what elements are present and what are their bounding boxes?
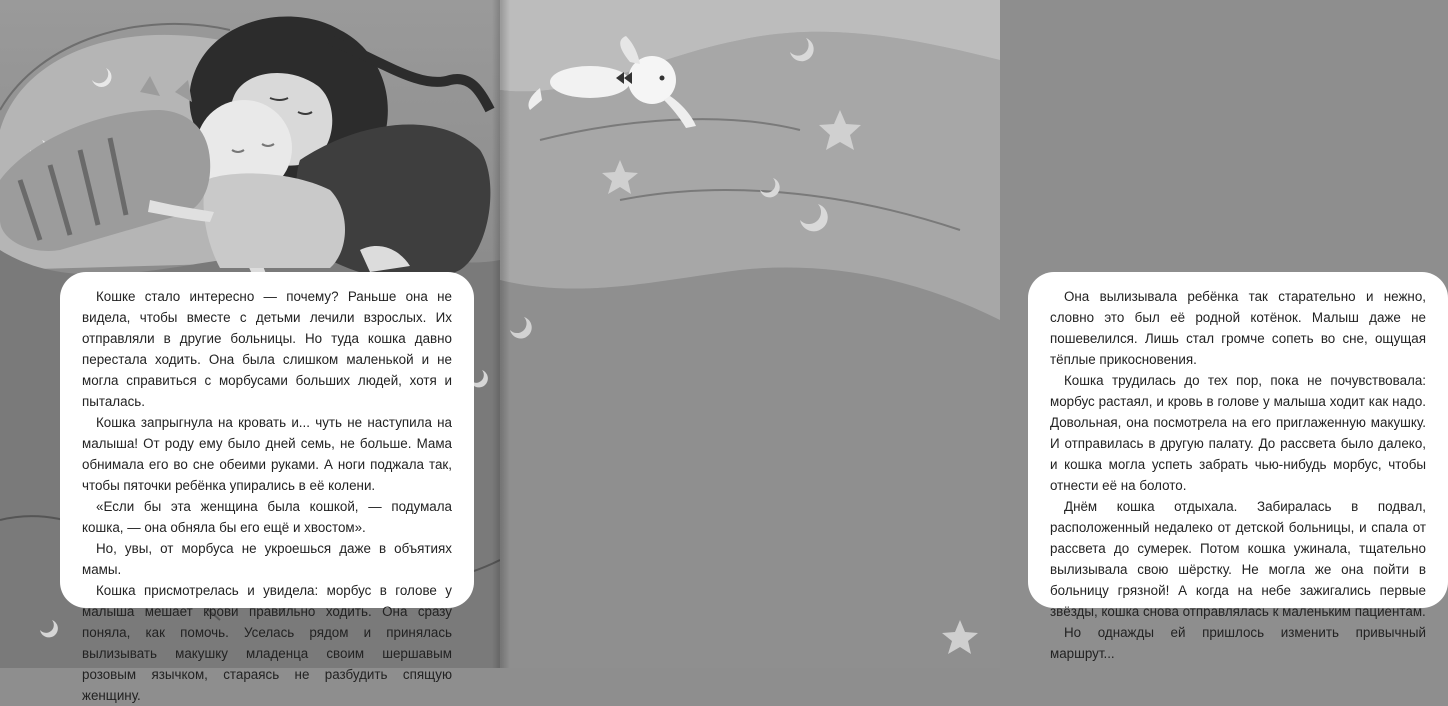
left-text-box — [60, 272, 474, 703]
right-paragraph-3: Днём кошка отдыхала. Забиралась в подвал, расположенный недалеко от детской больницы, и спала от рассвета до сумерек. Потом кошка ужинала, тщательно вылизывала свою шёрстку. Не могла же она пойти в больницу грязной! А когда на небе зажигались первые звёзды, кошка снова отправлялась к маленьким пациентам. — [1050, 499, 1426, 619]
left-page — [0, 0, 500, 703]
right-paragraph-1: Она вылизывала ребёнка так старательно и нежно, словно это был её родной котёнок. Малыш даже не пошевелился. Лишь стал громче сопеть во сне, ощущая тёплые прикосновения. — [1050, 289, 1426, 367]
right-paragraph-4: Но однажды ей пришлось изменить привычный маршрут... — [1050, 625, 1426, 661]
blanket-toy-dog-illustration — [500, 0, 1000, 668]
left-paragraph-5: Кошка присмотрелась и увидела: морбус в голове у малыша мешает крови правильно ходить. Она сразу поняла, как помочь. Уселась рядом и принялась вылизывать макушку младенца своим шершавым розовым язычком, стараясь не разбудить спящую женщину. — [82, 583, 452, 703]
book-gutter — [492, 0, 510, 668]
left-paragraph-4: Но, увы, от морбуса не укроешься даже в объятиях мамы. — [82, 541, 452, 577]
right-text-box — [1028, 272, 1448, 661]
left-paragraph-2: Кошка запрыгнула на кровать и... чуть не наступила на малыша! От роду ему было дней семь, не больше. Мама обнимала его во сне обеими руками. А ноги поджала так, чтобы пяточки ребёнка упирались в её колени. — [82, 415, 452, 493]
right-page — [500, 0, 1426, 668]
left-paragraph-1: Кошке стало интересно — почему? Раньше она не видела, чтобы вместе с детьми лечили взрослых. Их отправляли в другие больницы. Но туда кошка давно перестала ходить. Она была слишком маленькой и не могла справиться с морбусами больших людей, хотя и пыталась. — [82, 289, 452, 409]
left-paragraph-3: «Если бы эта женщина была кошкой, — подумала кошка, — она обняла бы его ещё и хвостом». — [82, 499, 452, 535]
right-paragraph-2: Кошка трудилась до тех пор, пока не почувствовала: морбус растаял, и кровь в голове у малыша ходит как надо. Довольная, она посмотрела на его приглаженную макушку. И отправилась в другую палату. До рассвета было далеко, и кошка могла успеть забрать чью-нибудь морбус, чтобы отнести её на болото. — [1050, 373, 1426, 493]
